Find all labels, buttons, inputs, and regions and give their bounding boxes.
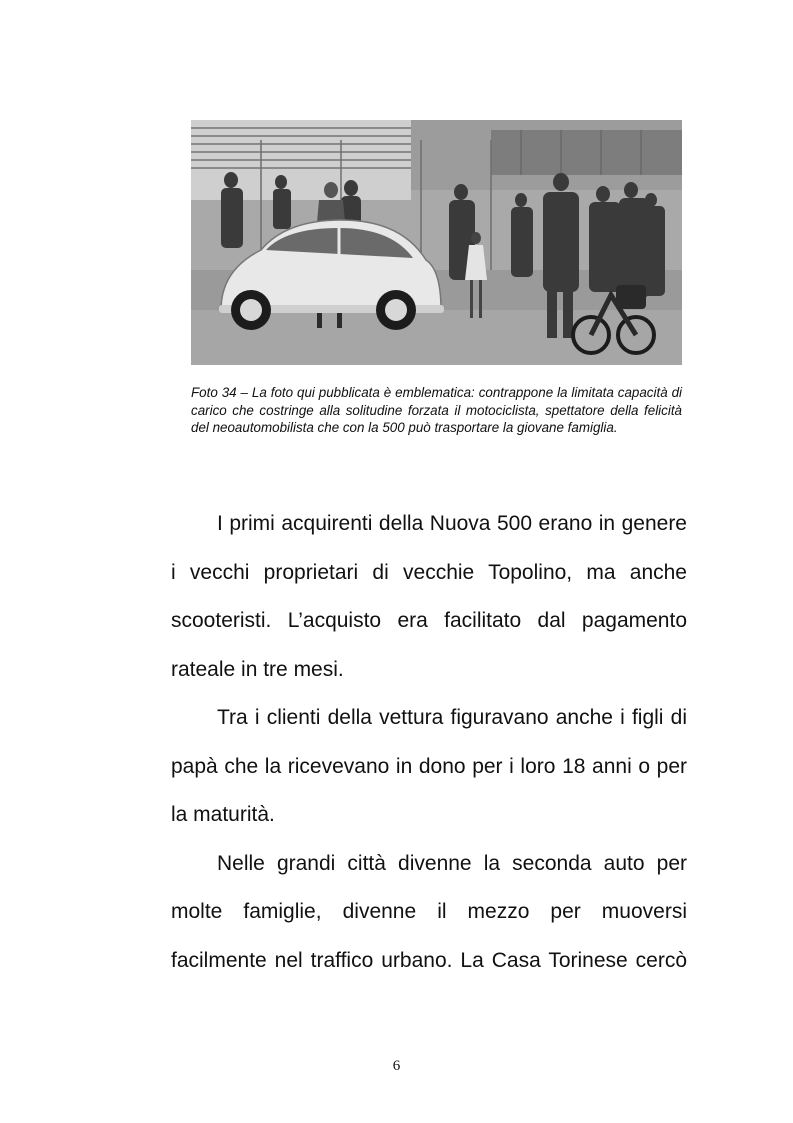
paragraph: Nelle grandi città divenne la seconda auto per molte famiglie, divenne il mezzo per muoversi facilmente nel traffico urbano. La Casa Torinese cercò xyxy=(171,851,687,972)
paragraph: I primi acquirenti della Nuova 500 erano in genere i vecchi proprietari di vecchie Topolino, ma anche scooteristi. L’acquisto era facilitato dal pagamento rateale in tre mesi. xyxy=(171,512,687,681)
page-number: 6 xyxy=(392,1058,401,1074)
car-photo-illustration xyxy=(191,120,682,365)
figure-photo xyxy=(191,120,682,365)
figure-caption: Foto 34 – La foto qui pubblicata è emblematica: contrappone la limitata capacità di carico che costringe alla solitudine forzata il motociclista, spettatore della felicità del neoautomobilista che con la 500 può trasportare la giovane famiglia. xyxy=(191,385,682,435)
paragraph: Tra i clienti della vettura figuravano anche i figli di papà che la ricevevano in dono per i loro 18 anni o per la maturità. xyxy=(171,706,687,826)
body-text xyxy=(171,500,687,985)
